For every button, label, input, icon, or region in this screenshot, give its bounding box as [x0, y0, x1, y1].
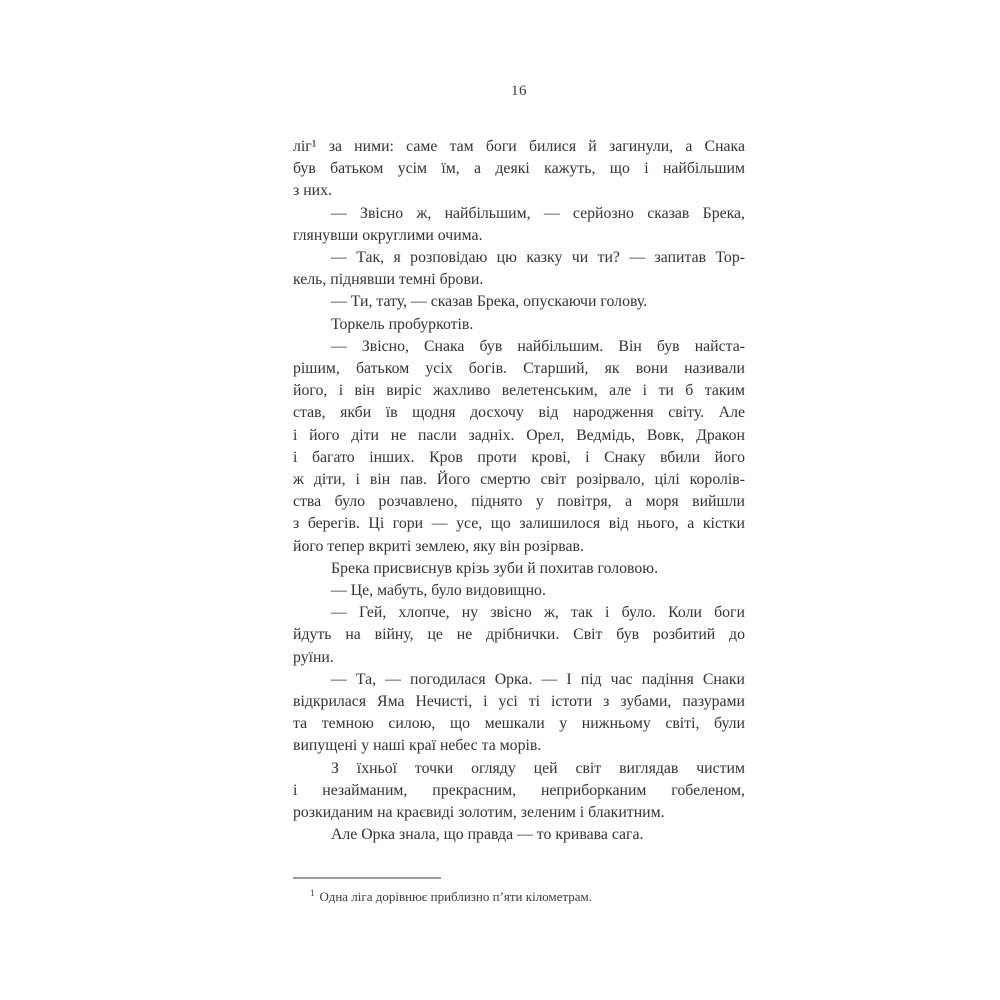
text-line: — Так, я розповідаю цю казку чи ти? — запитав Тор- [331, 249, 745, 267]
text-line: ж діти, і він пав. Його смертю світ розірвало, цілі королів- [293, 471, 745, 489]
footnote-marker: 1 [310, 887, 315, 898]
text-line: З їхньої точки огляду цей світ виглядав чистим [331, 759, 745, 777]
text-line: — Звісно ж, найбільшим, — серйозно сказав Брека, [331, 204, 745, 222]
body-text [293, 136, 745, 847]
text-line: Але Орка знала, що правда — то кривава сага. [331, 826, 644, 844]
text-line: — Ти, тату, — сказав Брека, опускаючи голову. [331, 293, 648, 311]
paragraph [293, 336, 745, 558]
text-line: відкрилася Яма Нечисті, і усі ті істоти з зубами, пазурами [293, 693, 745, 711]
text-line: розкиданим на краєвиді золотим, зеленим і блакитним. [293, 804, 665, 822]
text-line: та темною силою, що мешкали у нижньому світі, були [293, 715, 745, 733]
text-line: ліг¹ за ними: саме там боги билися й загинули, а Снака [293, 138, 745, 155]
text-line: і багато інших. Кров проти крові, і Снаку вбили його [293, 448, 745, 466]
footnote-text: Одна ліга дорівнює приблизно п’яти кілометрам. [319, 889, 593, 904]
text-line: з них. [293, 182, 332, 200]
paragraph [293, 824, 745, 846]
text-line: глянувши округлими очима. [293, 226, 483, 244]
paragraph [293, 602, 745, 669]
paragraph [293, 558, 745, 580]
text-line: і незайманим, прекрасним, неприборканим гобеленом, [293, 781, 745, 799]
text-line: з берегів. Ці гори — усе, що залишилося від нього, а кістки [293, 515, 745, 533]
text-line: став, якби їв щодня досхочу від народження світу. Але [293, 404, 745, 422]
text-line: — Гей, хлопче, ну звісно ж, так і було. Коли боги [331, 604, 745, 622]
page-number: 16 [511, 83, 527, 99]
text-line: рішим, батьком усіх богів. Старший, як вони називали [293, 360, 745, 378]
paragraph [293, 669, 745, 758]
text-line: йдуть на війну, це не дрібнички. Світ був розбитий до [293, 626, 745, 644]
text-line: випущені у наші краї небес та морів. [293, 737, 542, 755]
paragraph [293, 758, 745, 825]
footnote-separator [293, 877, 441, 879]
paragraph [293, 203, 745, 247]
text-line: був батьком усім їм, а деякі кажуть, що і найбільшим [293, 160, 745, 178]
footnote [293, 888, 745, 905]
text-line: його, і він виріс жахливо велетенським, але і ти б таким [293, 382, 745, 400]
text-line: — Звісно, Снака був найбільшим. Він був найста- [331, 337, 745, 355]
text-line: — Та, — погодилася Орка. — І під час падіння Снаки [331, 670, 745, 688]
text-line: і його діти не пасли задніх. Орел, Ведмідь, Вовк, Дракон [293, 426, 745, 444]
text-line: ства було розчавлено, піднято у повітря, а моря вийшли [293, 493, 745, 511]
text-line: його тепер вкриті землею, яку він розірвав. [293, 537, 584, 555]
paragraph [293, 291, 745, 313]
paragraph [293, 314, 745, 336]
text-line: кель, піднявши темні брови. [293, 271, 484, 289]
paragraph [293, 580, 745, 602]
text-line: Брека присвиснув крізь зуби й похитав головою. [331, 559, 659, 577]
paragraph [293, 136, 745, 203]
text-line: Торкель пробуркотів. [331, 315, 474, 333]
paragraph [293, 247, 745, 291]
text-line: — Це, мабуть, було видовищно. [331, 582, 546, 600]
text-line: руїни. [293, 648, 334, 666]
